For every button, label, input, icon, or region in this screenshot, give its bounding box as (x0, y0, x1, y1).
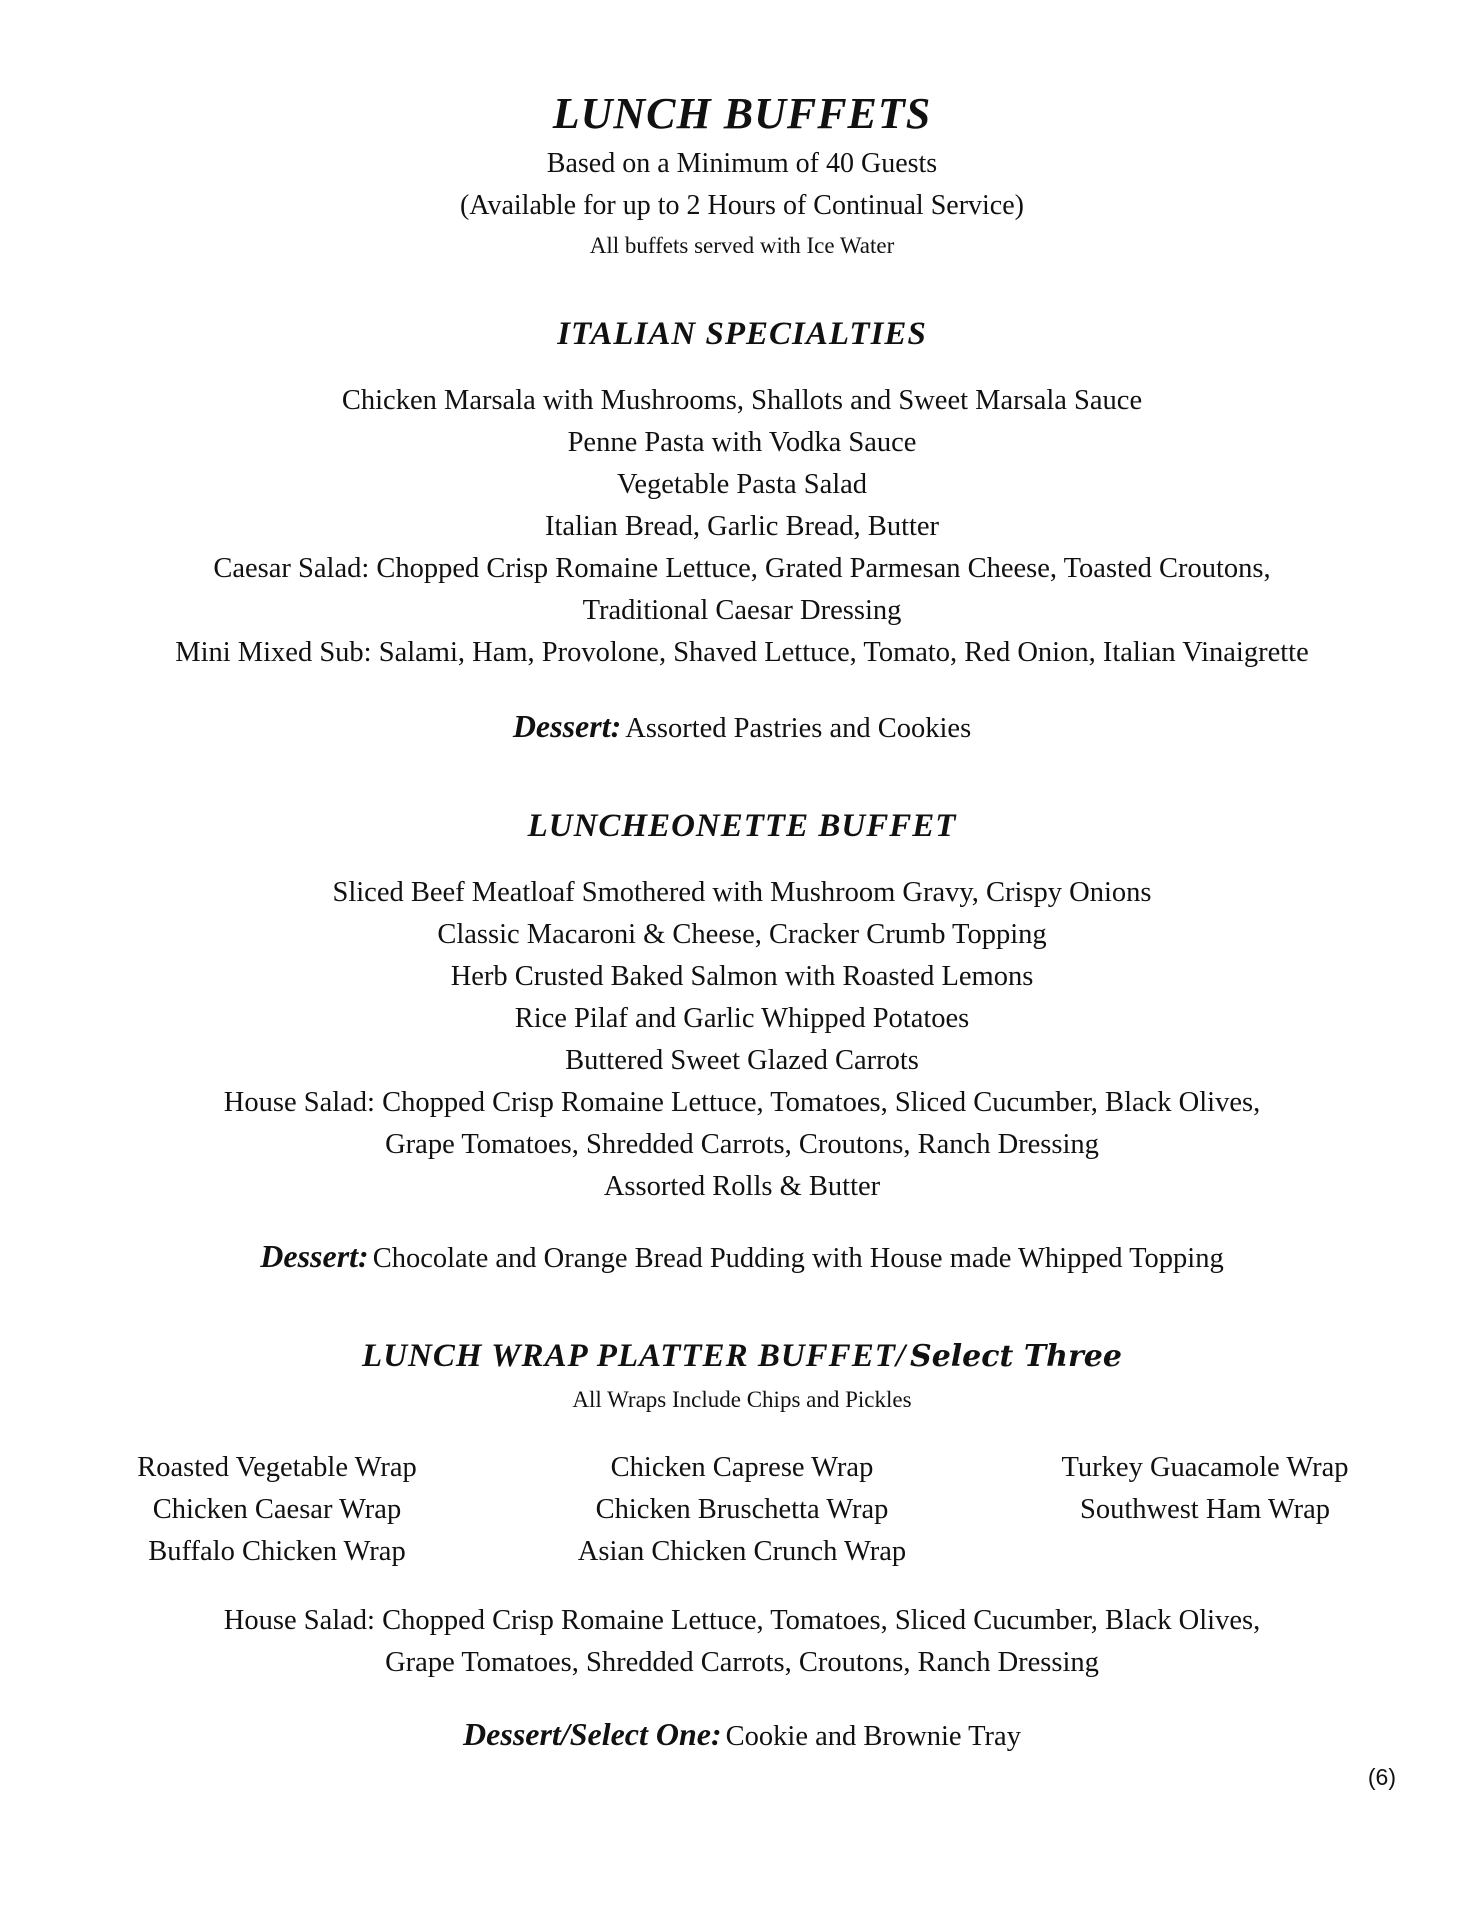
menu-item: Traditional Caesar Dressing (582, 595, 902, 626)
menu-item: Penne Pasta with Vodka Sauce (567, 427, 917, 458)
wrap-salad-line: House Salad: Chopped Crisp Romaine Lettuce, Tomatoes, Sliced Cucumber, Black Olives, (223, 1605, 1261, 1636)
dessert-label: Dessert: (512, 708, 622, 744)
wrap-title-select: Select Three (910, 1339, 1122, 1374)
menu-item: Italian Bread, Garlic Bread, Butter (544, 511, 940, 542)
menu-item: Buttered Sweet Glazed Carrots (565, 1045, 919, 1076)
wrap-column-1 (112, 1454, 442, 1580)
dessert-line-luncheonette (0, 1240, 1484, 1274)
wrap-item: Asian Chicken Crunch Wrap (577, 1536, 907, 1567)
service-availability: (Available for up to 2 Hours of Continual Service) (459, 190, 1024, 221)
menu-item: Grape Tomatoes, Shredded Carrots, Croutons, Ranch Dressing (385, 1129, 1099, 1160)
menu-item: Rice Pilaf and Garlic Whipped Potatoes (514, 1003, 970, 1034)
wrap-item: Turkey Guacamole Wrap (1061, 1452, 1349, 1483)
menu-item: Chicken Marsala with Mushrooms, Shallots and Sweet Marsala Sauce (341, 385, 1143, 416)
wrap-item: Southwest Ham Wrap (1079, 1494, 1331, 1525)
dessert-text: Chocolate and Orange Bread Pudding with House made Whipped Topping (372, 1243, 1224, 1274)
dessert-text: Assorted Pastries and Cookies (625, 713, 972, 744)
wrap-item: Chicken Caprese Wrap (610, 1452, 874, 1483)
wrap-item: Chicken Caesar Wrap (152, 1494, 402, 1525)
menu-item: Caesar Salad: Chopped Crisp Romaine Lettuce, Grated Parmesan Cheese, Toasted Croutons, (213, 553, 1271, 584)
section-title-luncheonette: LUNCHEONETTE BUFFET (527, 808, 957, 844)
menu-item: Assorted Rolls & Butter (603, 1171, 881, 1202)
menu-item: Mini Mixed Sub: Salami, Ham, Provolone, Shaved Lettuce, Tomato, Red Onion, Italian Vinaigrette (175, 637, 1309, 668)
page-title: LUNCH BUFFETS (552, 89, 932, 138)
menu-item: House Salad: Chopped Crisp Romaine Lettuce, Tomatoes, Sliced Cucumber, Black Olives, (223, 1087, 1261, 1118)
minimum-guests: Based on a Minimum of 40 Guests (546, 148, 938, 179)
page-number: (6) (1367, 1764, 1396, 1790)
wrap-salad-line: Grape Tomatoes, Shredded Carrots, Croutons, Ranch Dressing (385, 1647, 1099, 1678)
dessert-line-italian (0, 710, 1484, 744)
wrap-title: LUNCH WRAP PLATTER BUFFET/ (362, 1338, 907, 1374)
section-title-italian: ITALIAN SPECIALTIES (557, 316, 927, 352)
section-title-wrap (0, 1340, 1484, 1373)
dessert-line-wrap (0, 1718, 1484, 1752)
menu-item: Classic Macaroni & Cheese, Cracker Crumb Topping (437, 919, 1047, 950)
menu-item: Herb Crusted Baked Salmon with Roasted Lemons (450, 961, 1034, 992)
ice-water-note: All buffets served with Ice Water (589, 233, 895, 258)
wrap-note: All Wraps Include Chips and Pickles (572, 1387, 912, 1412)
wrap-item: Buffalo Chicken Wrap (148, 1536, 406, 1567)
dessert-text: Cookie and Brownie Tray (725, 1721, 1021, 1752)
menu-item: Vegetable Pasta Salad (616, 469, 868, 500)
dessert-label: Dessert: (260, 1238, 369, 1274)
wrap-column-3 (1040, 1454, 1370, 1538)
wrap-item: Roasted Vegetable Wrap (137, 1452, 417, 1483)
dessert-label: Dessert/Select One: (463, 1716, 722, 1752)
wrap-item: Chicken Bruschetta Wrap (595, 1494, 889, 1525)
wrap-column-2 (552, 1454, 932, 1580)
menu-item: Sliced Beef Meatloaf Smothered with Mushroom Gravy, Crispy Onions (332, 877, 1152, 908)
